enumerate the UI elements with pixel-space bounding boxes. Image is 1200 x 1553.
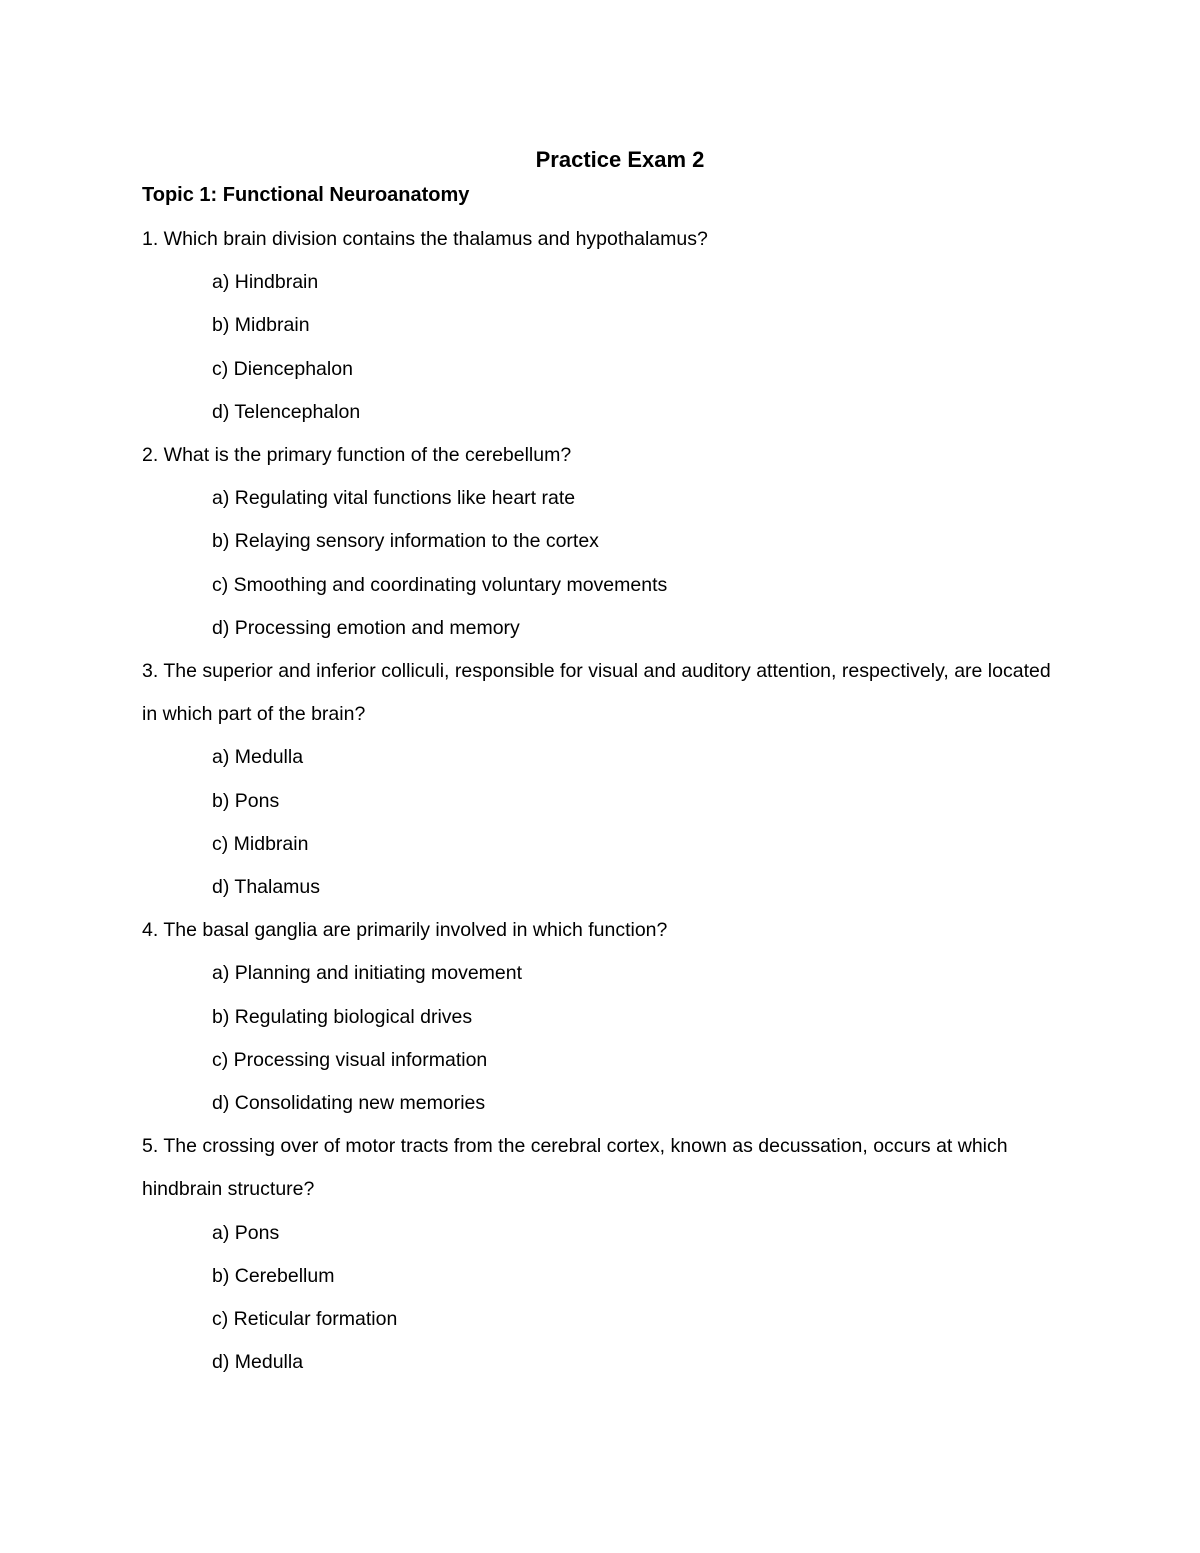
question-text: 1. Which brain division contains the thalamus and hypothalamus? bbox=[142, 228, 708, 250]
answer-option: c) Processing visual information bbox=[212, 1048, 488, 1071]
answer-option: c) Diencephalon bbox=[212, 357, 353, 380]
answer-option: d) Medulla bbox=[212, 1351, 304, 1374]
answer-option: c) Midbrain bbox=[212, 832, 309, 855]
answer-option: d) Thalamus bbox=[212, 876, 321, 899]
answer-option: b) Midbrain bbox=[212, 314, 310, 337]
answer-option: b) Regulating biological drives bbox=[212, 1005, 473, 1028]
answer-options bbox=[142, 261, 1062, 434]
answer-options bbox=[142, 952, 1062, 1125]
question-5 bbox=[142, 1125, 1062, 1384]
answer-options bbox=[142, 1212, 1062, 1385]
answer-options bbox=[142, 477, 1062, 650]
answer-options bbox=[142, 736, 1062, 909]
answer-option: b) Relaying sensory information to the cortex bbox=[212, 530, 599, 553]
question-text: 2. What is the primary function of the cerebellum? bbox=[142, 444, 572, 467]
answer-option: d) Processing emotion and memory bbox=[212, 616, 520, 639]
answer-option: b) Pons bbox=[212, 789, 280, 812]
question-2 bbox=[142, 434, 1062, 650]
answer-option: c) Reticular formation bbox=[212, 1308, 398, 1331]
answer-option: a) Planning and initiating movement bbox=[212, 962, 523, 985]
question-4 bbox=[142, 909, 1062, 1125]
answer-option: c) Smoothing and coordinating voluntary movements bbox=[212, 573, 668, 596]
answer-option: a) Hindbrain bbox=[212, 271, 319, 294]
answer-option: a) Medulla bbox=[212, 746, 304, 769]
answer-option: a) Regulating vital functions like heart rate bbox=[212, 487, 576, 510]
question-text: 4. The basal ganglia are primarily involved in which function? bbox=[142, 919, 668, 942]
question-text: 3. The superior and inferior colliculi, responsible for visual and auditory attention, respectively, are located in which part of the brain? bbox=[142, 660, 1051, 726]
answer-option: d) Telencephalon bbox=[212, 400, 361, 423]
document-title: Practice Exam 2 bbox=[535, 147, 705, 172]
question-text: 5. The crossing over of motor tracts from the cerebral cortex, known as decussation, occurs at which hindbrain structure? bbox=[142, 1135, 1008, 1201]
answer-option: b) Cerebellum bbox=[212, 1264, 335, 1287]
question-1 bbox=[142, 218, 1062, 434]
topic-heading: Topic 1: Functional Neuroanatomy bbox=[142, 184, 470, 206]
answer-option: a) Pons bbox=[212, 1221, 280, 1244]
answer-option: d) Consolidating new memories bbox=[212, 1092, 486, 1115]
document-body bbox=[142, 140, 1062, 1384]
question-3 bbox=[142, 650, 1062, 909]
